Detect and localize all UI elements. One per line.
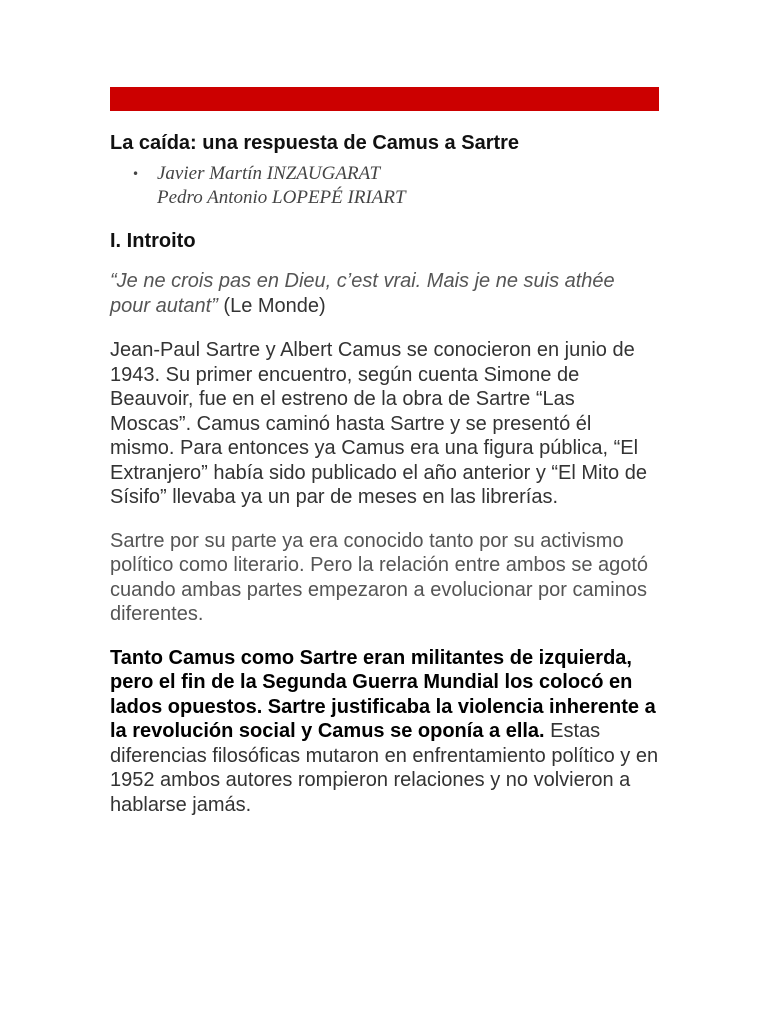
paragraph: Sartre por su parte ya era conocido tanto por su activismo político como literario. Pero la relación entre ambos se agotó cuando ambas partes empezaron a evolucionar por caminos diferentes. bbox=[110, 529, 649, 625]
quote-text: “Je ne crois pas en Dieu, c’est vrai. Mais je ne suis athée pour autant” bbox=[110, 270, 615, 317]
header-accent-bar bbox=[110, 87, 659, 111]
author-name: Pedro Antonio LOPEPÉ IRIART bbox=[157, 187, 406, 208]
list-item bbox=[110, 162, 660, 210]
quote-source: (Le Monde) bbox=[217, 295, 326, 317]
document-page bbox=[110, 87, 660, 817]
paragraph-bold-text: Tanto Camus como Sartre eran militantes de izquierda, pero el fin de la Segunda Guerra Mundial los colocó en lados opuestos. Sartre justificaba la violencia inherente a la revolución social y Camus se oponía a ella. bbox=[110, 646, 656, 742]
author-list bbox=[110, 162, 660, 210]
epigraph-quote bbox=[110, 269, 660, 319]
section-heading: I. Introito bbox=[110, 230, 196, 252]
article-title: La caída: una respuesta de Camus a Sartre bbox=[110, 132, 520, 154]
bullet-icon: • bbox=[132, 167, 140, 181]
paragraph-regular-text: Estas diferencias filosóficas mutaron en enfrentamiento político y en 1952 ambos autores rompieron relaciones y no volvieron a hablarse jamás. bbox=[110, 720, 659, 816]
author-name: Javier Martín INZAUGARAT bbox=[157, 163, 381, 184]
paragraph bbox=[110, 646, 660, 818]
paragraph: Jean-Paul Sartre y Albert Camus se conocieron en junio de 1943. Su primer encuentro, según cuenta Simone de Beauvoir, fue en el estreno de la obra de Sartre “Las Moscas”. Camus caminó hasta Sartre y se presentó él mismo. Para entonces ya Camus era una figura pública, “El Extranjero” había sido publicado el año anterior y “El Mito de Sísifo” llevaba ya un par de meses en las librerías. bbox=[110, 339, 647, 508]
